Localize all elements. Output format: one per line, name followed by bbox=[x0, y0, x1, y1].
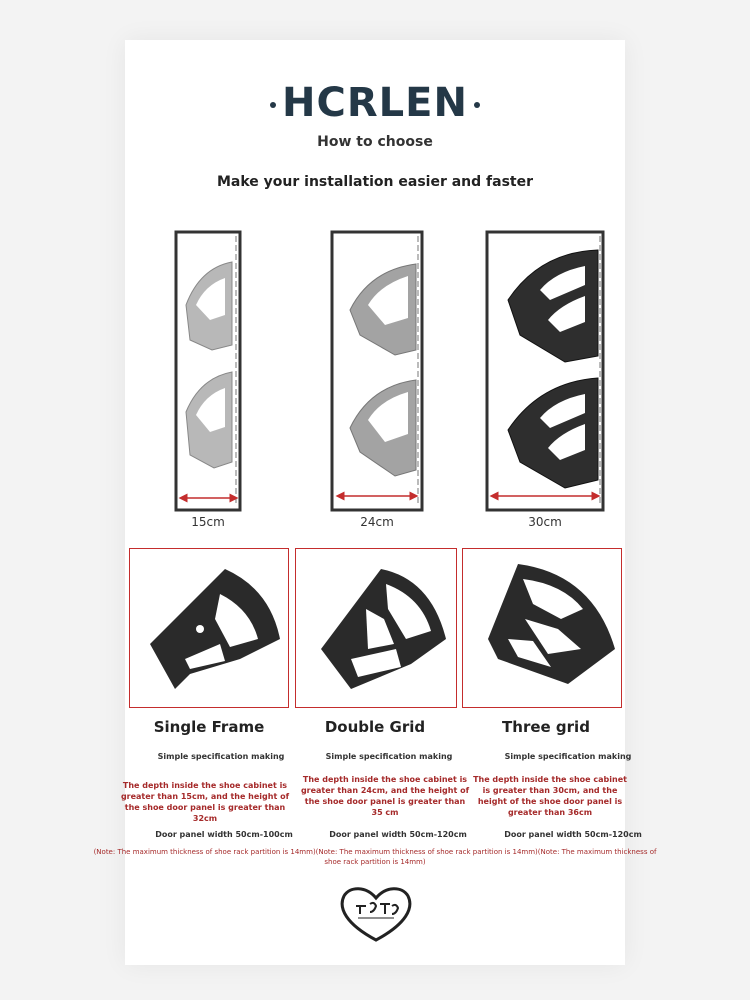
cabinet-diagram-24cm bbox=[332, 232, 422, 510]
door-panel-width: Door panel width 50cm-100cm bbox=[155, 830, 293, 839]
product-title: Three grid bbox=[502, 718, 590, 736]
door-panel-width: Door panel width 50cm-120cm bbox=[504, 830, 642, 839]
product-spec: Simple specification making bbox=[325, 752, 453, 761]
tagline: Make your installation easier and faster bbox=[216, 174, 534, 190]
thickness-note: (Note: The maximum thickness of shoe rack partition is 14mm)(Note: The maximum thickness of shoe rack partition is 14mm)(Note: The maximum thickness of shoe rack partition is 14mm) bbox=[93, 848, 657, 866]
product-spec: Simple specification making bbox=[157, 752, 285, 761]
bracket-double-icon bbox=[296, 549, 456, 707]
door-panel-width: Door panel width 50cm-120cm bbox=[329, 830, 467, 839]
product-requirement: The depth inside the shoe cabinet is greater than 24cm, and the height of the shoe door panel is greater than 35 cm bbox=[300, 775, 470, 817]
product-spec: Simple specification making bbox=[504, 752, 632, 761]
brand-name: HCRLEN bbox=[282, 80, 468, 126]
bracket-three-icon bbox=[463, 549, 621, 707]
product-image-single-frame bbox=[129, 548, 289, 708]
width-label: 30cm bbox=[528, 515, 562, 529]
bracket-single-icon bbox=[130, 549, 288, 707]
product-title: Double Grid bbox=[324, 718, 426, 736]
product-image-three-grid bbox=[462, 548, 622, 708]
product-requirement: The depth inside the shoe cabinet is greater than 15cm, and the height of the shoe door panel is greater than 32cm bbox=[120, 781, 290, 823]
subtitle: How to choose bbox=[317, 134, 433, 150]
heart-logo-icon bbox=[336, 884, 416, 944]
cabinet-diagram-30cm bbox=[487, 232, 603, 510]
product-title: Single Frame bbox=[153, 718, 265, 736]
width-label: 15cm bbox=[191, 515, 225, 529]
product-image-double-grid bbox=[295, 548, 457, 708]
width-label: 24cm bbox=[360, 515, 394, 529]
cabinet-diagram-15cm bbox=[176, 232, 240, 510]
product-requirement: The depth inside the shoe cabinet is greater than 30cm, and the height of the shoe door panel is greater than 36cm bbox=[473, 775, 627, 817]
